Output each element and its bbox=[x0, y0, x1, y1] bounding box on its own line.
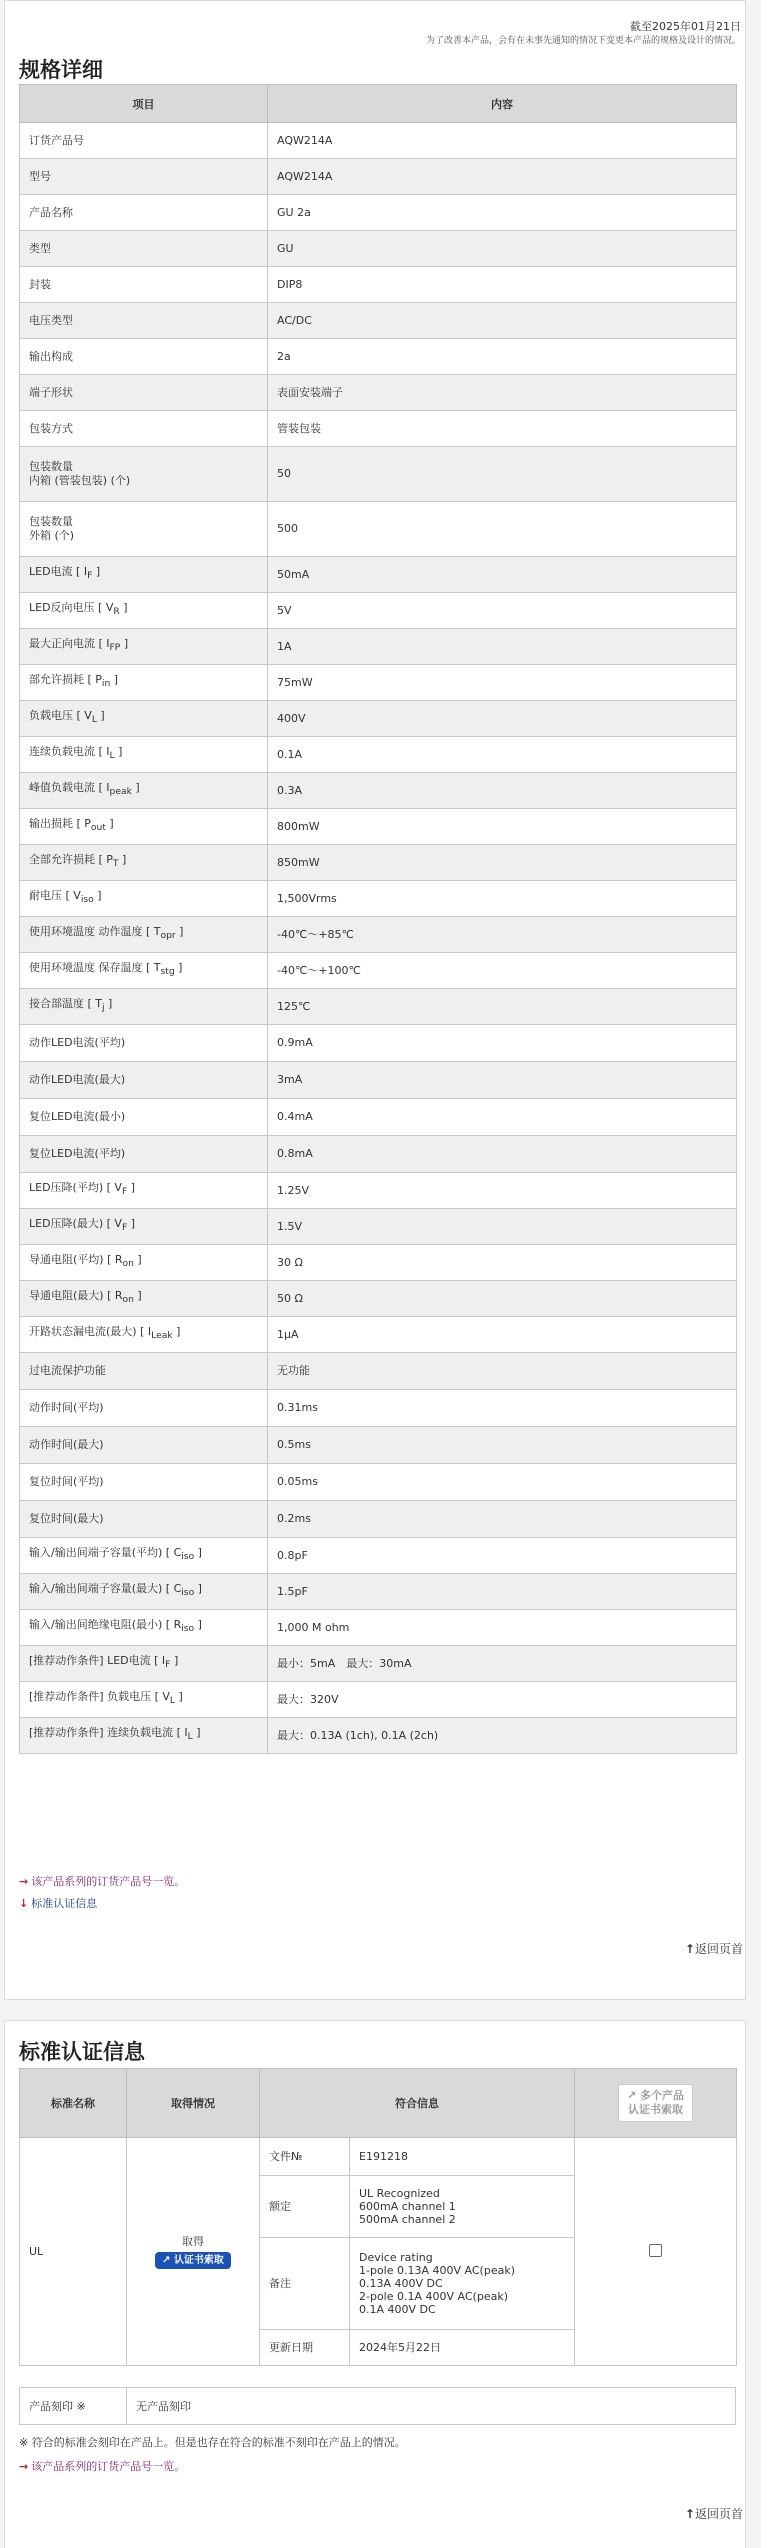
spec-row-value: 无功能 bbox=[268, 1353, 737, 1390]
spec-row bbox=[20, 1209, 737, 1245]
spec-row-value: 50 bbox=[268, 447, 737, 502]
spec-title: 规格详细 bbox=[19, 58, 103, 82]
spec-row-label: 包装方式 bbox=[20, 411, 268, 447]
spec-row bbox=[20, 1464, 737, 1501]
spec-row-label: 输入/输出间端子容量(平均) [ $C_{iso}$ ] bbox=[20, 1538, 268, 1574]
stamp-table bbox=[19, 2387, 736, 2425]
remark-label: 备注 bbox=[260, 2238, 350, 2330]
spec-row-label: 最大正向电流 [ $I_{FP}$ ] bbox=[20, 629, 268, 665]
spec-row-value: 1μA bbox=[268, 1317, 737, 1353]
spec-row-value: 50mA bbox=[268, 557, 737, 593]
spec-row bbox=[20, 845, 737, 881]
cert-col-action bbox=[575, 2069, 737, 2138]
spec-row-value: 50 Ω bbox=[268, 1281, 737, 1317]
spec-row-label: 接合部温度 [ $T_j$ ] bbox=[20, 989, 268, 1025]
spec-row-label-subscript: F bbox=[121, 1222, 128, 1234]
spec-row-value: 最小：5mA 最大：30mA bbox=[268, 1646, 737, 1682]
spec-row bbox=[20, 502, 737, 557]
cert-status-cell bbox=[127, 2138, 260, 2366]
spec-row-value: AQW214A bbox=[268, 123, 737, 159]
spec-row bbox=[20, 1136, 737, 1173]
spec-row-label-subscript: F bbox=[121, 1186, 128, 1198]
external-link-icon: ↗ bbox=[162, 2254, 171, 2266]
cert-series-list-link[interactable]: → 该产品系列的订货产品号一览。 bbox=[19, 2460, 186, 2473]
spec-row-label-tail: ] bbox=[174, 961, 183, 975]
spec-row-label-tail: ] bbox=[175, 1690, 183, 1704]
spec-row-value: 0.9mA bbox=[268, 1025, 737, 1062]
spec-row-label-subscript: R bbox=[113, 606, 120, 618]
cert-col-status: 取得情况 bbox=[127, 2069, 260, 2138]
spec-row bbox=[20, 195, 737, 231]
spec-row bbox=[20, 159, 737, 195]
arrow-up-icon: ↑ bbox=[684, 2507, 695, 2521]
spec-row bbox=[20, 701, 737, 737]
back-to-top-link[interactable]: ↑返回页首 bbox=[684, 1942, 743, 1956]
rating-value: UL Recognized 600mA channel 1 500mA channel 2 bbox=[350, 2176, 575, 2238]
spec-row-label: LED压降(平均) [ $V_F$ ] bbox=[20, 1173, 268, 1209]
spec-row bbox=[20, 1682, 737, 1718]
spec-row-value: 最大：0.13A (1ch), 0.1A (2ch) bbox=[268, 1718, 737, 1754]
spec-row-label: LED电流 [ $I_F$ ] bbox=[20, 557, 268, 593]
spec-row bbox=[20, 1353, 737, 1390]
spec-row bbox=[20, 557, 737, 593]
stamp-value: 无产品刻印 bbox=[127, 2388, 736, 2425]
spec-row-label: 复位时间(平均) bbox=[20, 1464, 268, 1501]
cert-back-to-top-link[interactable]: ↑返回页首 bbox=[684, 2507, 743, 2521]
spec-row bbox=[20, 1281, 737, 1317]
spec-row-value: 1.5V bbox=[268, 1209, 737, 1245]
multi-product-request-button[interactable]: ↗ 多个产品 认证书索取 bbox=[618, 2084, 693, 2122]
spec-row-value: 75mW bbox=[268, 665, 737, 701]
spec-row-label: 负载电压 [ $V_L$ ] bbox=[20, 701, 268, 737]
spec-row-value: 850mW bbox=[268, 845, 737, 881]
spec-row-label: 类型 bbox=[20, 231, 268, 267]
spec-row-label: 过电流保护功能 bbox=[20, 1353, 268, 1390]
spec-row-label-tail: ] bbox=[110, 673, 119, 687]
spec-row bbox=[20, 629, 737, 665]
arrow-down-icon: ↓ bbox=[19, 1897, 29, 1910]
spec-row bbox=[20, 1099, 737, 1136]
spec-row-label: 包装数量 内箱 (管装包装) (个) bbox=[20, 447, 268, 502]
spec-row-value: 3mA bbox=[268, 1062, 737, 1099]
spec-row bbox=[20, 1501, 737, 1538]
spec-row-value: 0.2ms bbox=[268, 1501, 737, 1538]
spec-row-label-tail: ] bbox=[133, 1289, 142, 1303]
spec-row bbox=[20, 1317, 737, 1353]
spec-row-label: 动作时间(平均) bbox=[20, 1390, 268, 1427]
spec-row bbox=[20, 953, 737, 989]
spec-row bbox=[20, 1538, 737, 1574]
spec-row-label: 开路状态漏电流(最大) [ $I_{Leak}$ ] bbox=[20, 1317, 268, 1353]
spec-row-label: 产品名称 bbox=[20, 195, 268, 231]
cert-status: 取得 bbox=[182, 2234, 204, 2248]
spec-row-value: 5V bbox=[268, 593, 737, 629]
spec-row-value: 最大：320V bbox=[268, 1682, 737, 1718]
spec-row-label: 动作LED电流(平均) bbox=[20, 1025, 268, 1062]
stamp-label: 产品刻印 ※ bbox=[20, 2388, 127, 2425]
cert-col-info: 符合信息 bbox=[260, 2069, 575, 2138]
spec-row-label: 订货产品号 bbox=[20, 123, 268, 159]
spec-row-label-subscript: on bbox=[122, 1294, 134, 1306]
cert-select-cell bbox=[575, 2138, 737, 2366]
spec-row-label: 输出损耗 [ $P_{out}$ ] bbox=[20, 809, 268, 845]
spec-row-label-tail: ] bbox=[118, 853, 127, 867]
spec-row-label-tail: ] bbox=[194, 1546, 202, 1560]
spec-row-label-subscript: Leak bbox=[151, 1330, 173, 1342]
spec-row-label: 使用环境温度 动作温度 [ $T_{opr}$ ] bbox=[20, 917, 268, 953]
spec-row-value: 2a bbox=[268, 339, 737, 375]
spec-row-value: 0.3A bbox=[268, 773, 737, 809]
spec-row-label-subscript: iso bbox=[181, 1551, 195, 1563]
spec-row-label-subscript: opr bbox=[160, 930, 176, 942]
spec-row-label: 使用环境温度 保存温度 [ $T_{stg}$ ] bbox=[20, 953, 268, 989]
spec-row-label-tail: ] bbox=[104, 997, 113, 1011]
spec-row-label: 输入/输出间绝缘电阻(最小) [ $R_{iso}$ ] bbox=[20, 1610, 268, 1646]
spec-row-value: 管装包装 bbox=[268, 411, 737, 447]
spec-row-label: 输出构成 bbox=[20, 339, 268, 375]
file-value: E191218 bbox=[350, 2138, 575, 2176]
spec-row bbox=[20, 447, 737, 502]
spec-row-label-tail: ] bbox=[127, 1181, 136, 1195]
spec-row bbox=[20, 665, 737, 701]
spec-row-value: 1.25V bbox=[268, 1173, 737, 1209]
spec-row-label: 封装 bbox=[20, 267, 268, 303]
spec-row-value: -40℃～+100℃ bbox=[268, 953, 737, 989]
spec-row-label-tail: ] bbox=[170, 1654, 179, 1668]
arrow-right-icon: → bbox=[19, 1875, 29, 1888]
spec-row bbox=[20, 411, 737, 447]
spec-row bbox=[20, 737, 737, 773]
spec-row-label: 导通电阻(平均) [ $R_{on}$ ] bbox=[20, 1245, 268, 1281]
spec-row-label-subscript: L bbox=[169, 1695, 175, 1707]
spec-row bbox=[20, 231, 737, 267]
cert-standard-name: UL bbox=[20, 2138, 127, 2366]
spec-row-label: 导通电阻(最大) [ $R_{on}$ ] bbox=[20, 1281, 268, 1317]
spec-row-value: 1A bbox=[268, 629, 737, 665]
spec-row-label: 部允许损耗 [ $P_{in}$ ] bbox=[20, 665, 268, 701]
spec-row bbox=[20, 303, 737, 339]
cert-request-button[interactable]: ↗ 认证书索取 bbox=[155, 2252, 231, 2269]
file-label: 文件№ bbox=[260, 2138, 350, 2176]
spec-col-content: 内容 bbox=[268, 85, 737, 123]
spec-row-label-subscript: FP bbox=[109, 642, 121, 654]
spec-row-label: [推荐动作条件] LED电流 [ $I_F$ ] bbox=[20, 1646, 268, 1682]
spec-row-value: 0.31ms bbox=[268, 1390, 737, 1427]
spec-row-label: 输入/输出间端子容量(最大) [ $C_{iso}$ ] bbox=[20, 1574, 268, 1610]
spec-row bbox=[20, 881, 737, 917]
cert-select-checkbox[interactable] bbox=[649, 2244, 662, 2257]
spec-row-label: LED压降(最大) [ $V_F$ ] bbox=[20, 1209, 268, 1245]
spec-row bbox=[20, 1173, 737, 1209]
spec-row-label: 包装数量 外箱 (个) bbox=[20, 502, 268, 557]
spec-row-value: 1,500Vrms bbox=[268, 881, 737, 917]
spec-row-label-subscript: peak bbox=[109, 786, 132, 798]
spec-row-value: GU 2a bbox=[268, 195, 737, 231]
spec-row-label-subscript: j bbox=[102, 1002, 105, 1014]
spec-col-item: 项目 bbox=[20, 85, 268, 123]
external-link-icon: ↗ bbox=[626, 2089, 637, 2102]
spec-row-label-tail: ] bbox=[127, 1217, 136, 1231]
spec-row bbox=[20, 1610, 737, 1646]
spec-row-label-tail: ] bbox=[194, 1582, 202, 1596]
spec-row bbox=[20, 1025, 737, 1062]
spec-row-label: 复位LED电流(平均) bbox=[20, 1136, 268, 1173]
spec-row-value: GU bbox=[268, 231, 737, 267]
spec-row-label-subscript: iso bbox=[181, 1623, 195, 1635]
spec-row-value: 800mW bbox=[268, 809, 737, 845]
spec-row-value: 0.05ms bbox=[268, 1464, 737, 1501]
spec-row-label-subscript: L bbox=[91, 714, 97, 726]
spec-row bbox=[20, 1574, 737, 1610]
spec-row-label-subscript: out bbox=[90, 822, 106, 834]
spec-row-value: AC/DC bbox=[268, 303, 737, 339]
spec-table bbox=[19, 84, 737, 1754]
spec-row-value: 400V bbox=[268, 701, 737, 737]
stamp-note: ※ 符合的标准会刻印在产品上。但是也存在符合的标准不刻印在产品上的情况。 bbox=[19, 2436, 406, 2449]
date-value: 2024年5月22日 bbox=[350, 2330, 575, 2366]
spec-row-label-subscript: F bbox=[165, 1659, 171, 1671]
spec-row-value: 0.1A bbox=[268, 737, 737, 773]
spec-row bbox=[20, 1646, 737, 1682]
spec-row-value: 1,000 M ohm bbox=[268, 1610, 737, 1646]
spec-row-label-tail: ] bbox=[175, 925, 184, 939]
spec-row-label: 全部允许损耗 [ $P_T$ ] bbox=[20, 845, 268, 881]
spec-row-value: 125℃ bbox=[268, 989, 737, 1025]
spec-row-label: 动作时间(最大) bbox=[20, 1427, 268, 1464]
arrow-right-icon: → bbox=[19, 2460, 29, 2473]
spec-row-label-tail: ] bbox=[194, 1618, 202, 1632]
spec-row-value: AQW214A bbox=[268, 159, 737, 195]
spec-row-label-tail: ] bbox=[105, 817, 114, 831]
spec-row-label-subscript: iso bbox=[181, 1587, 195, 1599]
rating-label: 额定 bbox=[260, 2176, 350, 2238]
spec-row bbox=[20, 1427, 737, 1464]
remark-value: Device rating 1-pole 0.13A 400V AC(peak) 0.13A 400V DC 2-pole 0.1A 400V AC(peak) 0.1A 400V DC bbox=[350, 2238, 575, 2330]
spec-row-value: 30 Ω bbox=[268, 1245, 737, 1281]
spec-row bbox=[20, 375, 737, 411]
spec-row-label: 电压类型 bbox=[20, 303, 268, 339]
spec-row-label-tail: ] bbox=[192, 1726, 201, 1740]
spec-row-label-subscript: on bbox=[122, 1258, 134, 1270]
disclaimer: 为了改善本产品，会有在未事先通知的情况下变更本产品的规格及设计的情况。 bbox=[425, 36, 741, 46]
spec-row-label: [推荐动作条件] 负载电压 [ $V_L$ ] bbox=[20, 1682, 268, 1718]
date-note-block bbox=[426, 20, 741, 48]
spec-row-value: 0.5ms bbox=[268, 1427, 737, 1464]
spec-row bbox=[20, 267, 737, 303]
spec-row bbox=[20, 1390, 737, 1427]
spec-row-label-subscript: L bbox=[109, 750, 115, 762]
spec-row-value: 0.8pF bbox=[268, 1538, 737, 1574]
spec-row-label: 复位时间(最大) bbox=[20, 1501, 268, 1538]
spec-row-label-tail: ] bbox=[172, 1325, 181, 1339]
spec-row-label-tail: ] bbox=[114, 745, 123, 759]
spec-row-label-tail: ] bbox=[133, 1253, 142, 1267]
spec-row-label: 耐电压 [ $V_{iso}$ ] bbox=[20, 881, 268, 917]
date-note: 截至2025年01月21日 bbox=[630, 20, 741, 33]
spec-row bbox=[20, 1062, 737, 1099]
spec-row bbox=[20, 917, 737, 953]
spec-row-label-subscript: F bbox=[87, 570, 93, 582]
cert-info-link[interactable]: ↓ 标准认证信息 bbox=[19, 1897, 98, 1910]
spec-row-value: -40℃～+85℃ bbox=[268, 917, 737, 953]
cert-title: 标准认证信息 bbox=[19, 2040, 145, 2064]
spec-row-label: 型号 bbox=[20, 159, 268, 195]
spec-row-label: 连续负载电流 [ $I_L$ ] bbox=[20, 737, 268, 773]
spec-row bbox=[20, 593, 737, 629]
spec-row-label-subscript: in bbox=[101, 678, 111, 690]
spec-row-label: 峰值负载电流 [ $I_{peak}$ ] bbox=[20, 773, 268, 809]
spec-row bbox=[20, 1245, 737, 1281]
cert-table bbox=[19, 2068, 737, 2366]
series-list-link[interactable]: → 该产品系列的订货产品号一览。 bbox=[19, 1875, 186, 1888]
spec-row-label: 复位LED电流(最小) bbox=[20, 1099, 268, 1136]
cert-col-name: 标准名称 bbox=[20, 2069, 127, 2138]
spec-row-label: 端子形状 bbox=[20, 375, 268, 411]
spec-row-value: 0.4mA bbox=[268, 1099, 737, 1136]
spec-row bbox=[20, 339, 737, 375]
spec-row-label-subscript: stg bbox=[160, 966, 175, 978]
date-label: 更新日期 bbox=[260, 2330, 350, 2366]
spec-row-label-subscript: T bbox=[112, 858, 119, 870]
spec-row-label-tail: ] bbox=[119, 601, 128, 615]
spec-row-value: 表面安装端子 bbox=[268, 375, 737, 411]
spec-row bbox=[20, 773, 737, 809]
spec-row-label: [推荐动作条件] 连续负载电流 [ $I_L$ ] bbox=[20, 1718, 268, 1754]
spec-row bbox=[20, 1718, 737, 1754]
spec-row bbox=[20, 123, 737, 159]
spec-row-label-tail: ] bbox=[96, 709, 105, 723]
spec-row-label-subscript: L bbox=[187, 1731, 193, 1743]
spec-row-label-tail: ] bbox=[120, 637, 129, 651]
spec-row-label-subscript: iso bbox=[80, 894, 94, 906]
spec-row-value: 0.8mA bbox=[268, 1136, 737, 1173]
spec-row-label-tail: ] bbox=[131, 781, 140, 795]
spec-row-label-tail: ] bbox=[93, 889, 102, 903]
spec-row-value: 500 bbox=[268, 502, 737, 557]
spec-row-label: 动作LED电流(最大) bbox=[20, 1062, 268, 1099]
spec-row bbox=[20, 809, 737, 845]
spec-row-label: LED反向电压 [ $V_R$ ] bbox=[20, 593, 268, 629]
spec-row bbox=[20, 989, 737, 1025]
spec-row-value: DIP8 bbox=[268, 267, 737, 303]
spec-row-value: 1.5pF bbox=[268, 1574, 737, 1610]
spec-row-label-tail: ] bbox=[92, 565, 101, 579]
arrow-up-icon: ↑ bbox=[684, 1942, 695, 1956]
